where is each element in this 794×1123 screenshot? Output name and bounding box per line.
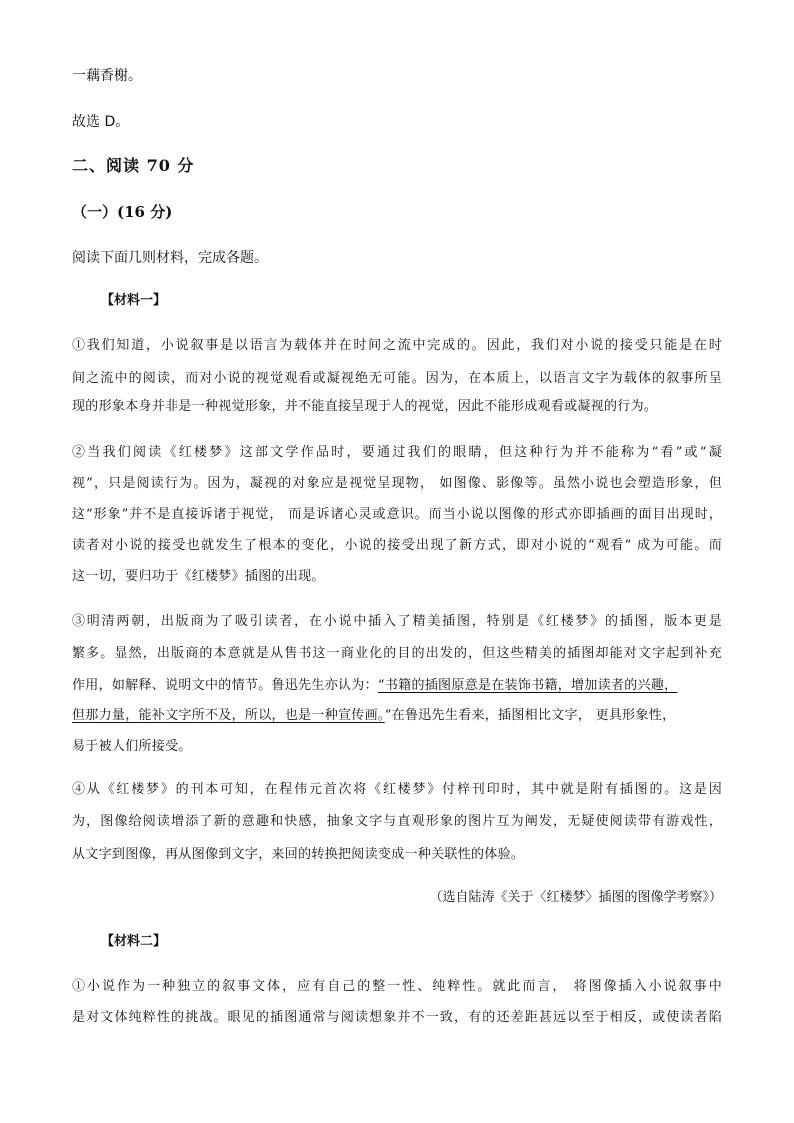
material-2-line-1: ①小说作为一种独立的叙事文体，应有自己的整一性、纯粹性。就此而言， 将图像插入小说叙事中 [72, 979, 722, 994]
paragraph-3-line-3 [72, 676, 722, 696]
material-2-line-2: 是对文体纯粹性的挑战。眼见的插图通常与阅读想象并不一致，有的还差距甚远以至于相反，或使读者陷 [72, 1010, 722, 1025]
paragraph-3-line-4 [72, 706, 722, 726]
paragraph-2-line-1: ②当我们阅读《红楼梦》这部文学作品时，要通过我们的眼睛，但这种行为并不能称为“看”或“凝 [72, 445, 722, 460]
paragraph-4-line-2: 为，图像给阅读增添了新的意趣和快感，抽象文字与直观形象的图片互为阐发，无疑使阅读带有游戏性， [72, 814, 722, 829]
paragraph-3-line-2: 繁多。显然，出版商的本意就是从售书这一商业化的目的出发的，但这些精美的插图却能对文字起到补充 [72, 646, 722, 661]
material-one-source: （选自陆涛《关于〈红楼梦〉插图的图像学考察》） [429, 890, 722, 905]
material-two-heading: 【材料二】 [101, 934, 167, 949]
instruction-text: 阅读下面几则材料，完成各题。 [72, 250, 268, 266]
paragraph-3-line-5: 易于被人们所接受。 [72, 739, 192, 754]
paragraph-2-line-3: 这“形象”并不是直接诉诸于视觉， 而是诉诸心灵或意识。而当小说以图像的形式亦即插画的面目出现时， [72, 507, 722, 522]
section-title: 二、阅读 70 分 [72, 156, 195, 175]
answer-choice: 故选 D。 [72, 114, 130, 130]
paragraph-1-line-2: 间之流中的阅读，而对小说的视觉观看或凝视绝无可能。因为，在本质上，以语言文字为载体的叙事所呈 [72, 371, 722, 386]
paragraph-2-line-2: 视”，只是阅读行为。因为，凝视的对象应是视觉呈现物， 如图像、影像等。虽然小说也会塑造形象，但 [72, 476, 722, 491]
material-one-heading: 【材料一】 [101, 293, 167, 308]
paragraph-3-line-4-text: ”在鲁迅先生看来，插图相比文字， 更具形象性， [384, 708, 676, 723]
paragraph-2-line-4: 读者对小说的接受也就发生了根本的变化，小说的接受出现了新方式，即对小说的“观看” 成为可能。而 [72, 538, 722, 553]
paragraph-4-line-3: 从文字到图像，再从图像到文字，来回的转换把阅读变成一种关联性的体验。 [72, 847, 525, 862]
answer-tail-text: 一藕香榭。 [72, 68, 142, 84]
paragraph-4-line-1: ④从《红楼梦》的刊本可知，在程伟元首次将《红楼梦》付梓刊印时，其中就是附有插图的。这是因 [72, 782, 722, 797]
lu-xun-quote-part-2: 但那力量，能补文字所不及，所以，也是一种宣传画。 [72, 708, 385, 723]
paragraph-1-line-3: 现的形象本身并非是一种视觉形象，并不能直接呈现于人的视觉，因此不能形成观看或凝视的行为。 [72, 399, 658, 414]
paragraph-3-line-3-text: 作用，如解释、说明文中的情节。鲁迅先生亦认为： [72, 678, 378, 693]
paragraph-3-line-1: ③明清两朝，出版商为了吸引读者，在小说中插入了精美插图，特别是《红楼梦》的插图，版本更是 [72, 614, 722, 629]
paragraph-1-line-1: ①我们知道，小说叙事是以语言为载体并在时间之流中完成的。因此，我们对小说的接受只能是在时 [72, 338, 722, 353]
paragraph-2-line-5: 这一切，要归功于《红楼梦》插图的出现。 [72, 569, 325, 584]
subsection-title: （一）(16 分) [72, 203, 173, 221]
lu-xun-quote-part-1: “书籍的插图原意是在装饰书籍，增加读者的兴趣， [377, 678, 678, 693]
